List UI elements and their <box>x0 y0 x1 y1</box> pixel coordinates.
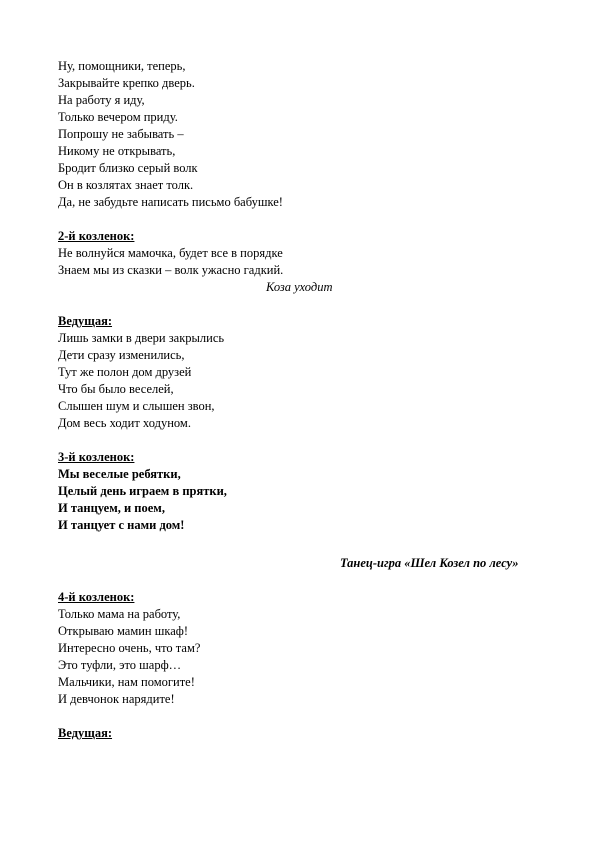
poem-line: На работу я иду, <box>58 93 145 107</box>
poem-line: Мальчики, нам помогите! <box>58 675 195 689</box>
poem-line: Только вечером приду. <box>58 110 178 124</box>
poem-line: Бродит близко серый волк <box>58 161 198 175</box>
speaker-heading: 3-й козленок: <box>58 450 135 464</box>
poem-line: Только мама на работу, <box>58 607 181 621</box>
poem-line: Он в козлятах знает толк. <box>58 178 194 192</box>
poem-line: Закрывайте крепко дверь. <box>58 76 195 90</box>
speaker-heading: Ведущая: <box>58 726 113 740</box>
poem-line: Дом весь ходит ходуном. <box>58 416 191 430</box>
poem-line: Никому не открывать, <box>58 144 176 158</box>
poem-line: Ну, помощники, теперь, <box>58 59 186 73</box>
poem-line: Мы веселые ребятки, <box>58 467 181 481</box>
poem-line: Что бы было веселей, <box>58 382 174 396</box>
poem-line: Знаем мы из сказки – волк ужасно гадкий. <box>58 263 284 277</box>
poem-line: И танцует с нами дом! <box>58 518 185 532</box>
poem-line: Лишь замки в двери закрылись <box>58 331 225 345</box>
poem-line: Дети сразу изменились, <box>58 348 185 362</box>
poem-line: Да, не забудьте написать письмо бабушке! <box>58 195 283 209</box>
poem-line: Интересно очень, что там? <box>58 641 201 655</box>
speaker-heading: 2-й козленок: <box>58 229 135 243</box>
poem-line: Открываю мамин шкаф! <box>58 624 189 638</box>
poem-line: Попрошу не забывать – <box>58 127 184 141</box>
stage-direction: Танец-игра «Шел Козел по лесу» <box>340 556 519 570</box>
poem-line: Целый день играем в прятки, <box>58 484 227 498</box>
poem-line: И танцуем, и поем, <box>58 501 165 515</box>
poem-line: И девчонок нарядите! <box>58 692 175 706</box>
speaker-heading: 4-й козленок: <box>58 590 135 604</box>
poem-line: Слышен шум и слышен звон, <box>58 399 215 413</box>
stage-direction: Коза уходит <box>266 280 333 294</box>
poem-line: Это туфли, это шарф… <box>58 658 182 672</box>
speaker-heading: Ведущая: <box>58 314 113 328</box>
poem-line: Не волнуйся мамочка, будет все в порядке <box>58 246 283 260</box>
poem-line: Тут же полон дом друзей <box>58 365 192 379</box>
